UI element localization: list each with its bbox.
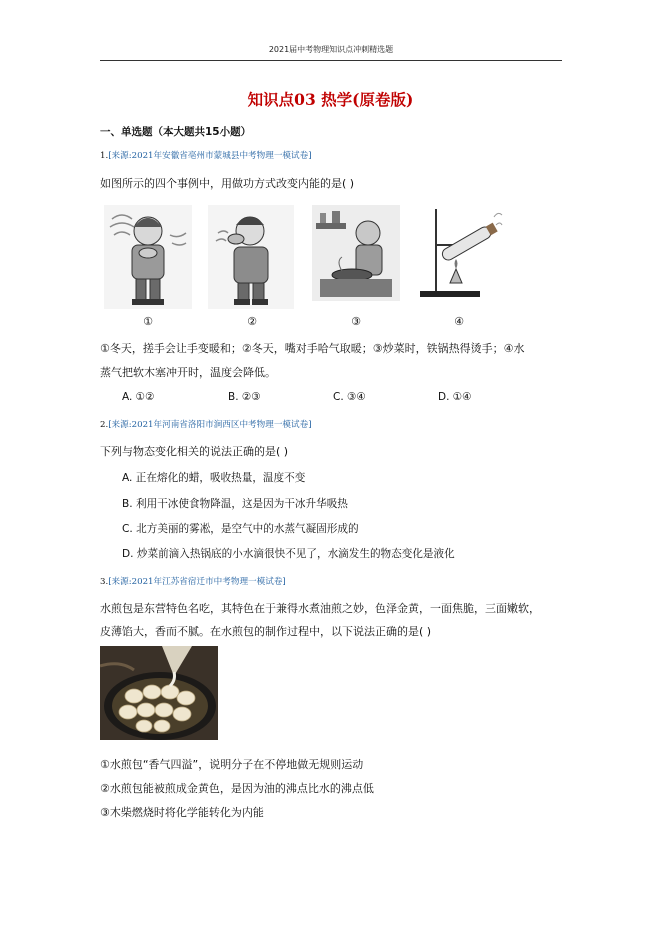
q2-option-d: D. 炒菜前滴入热锅底的小水滴很快不见了，水滴发生的物态变化是液化 — [122, 548, 455, 560]
q1-description-line-1: ①冬天，搓手会让手变暖和；②冬天，嘴对手哈气取暖；③炒菜时，铁锅热得烫手；④水 — [100, 342, 525, 355]
breathing-on-hands-illustration — [208, 205, 294, 309]
q3-number: 3. — [100, 577, 109, 587]
q2-stem: 下列与物态变化相关的说法正确的是( ) — [100, 445, 289, 458]
fried-buns-photo — [100, 646, 218, 740]
q3-stem-line-1: 水煎包是东营特色名吃，其特色在于兼得水煮油煎之妙，色泽金黄，一面焦脆，三面嫩软， — [100, 602, 540, 615]
header-rule — [100, 60, 562, 61]
q1-source-text: [来源:2021年安徽省亳州市蒙城县中考物理一模试卷] — [108, 151, 312, 161]
q2-option-b: B. 利用干冰使食物降温，这是因为干冰升华吸热 — [122, 498, 348, 510]
rubbing-hands-illustration — [104, 205, 192, 309]
q3-source — [100, 575, 286, 587]
section-heading: 一、单选题（本大题共15小题） — [100, 126, 252, 138]
q1-option-b: B. ②③ — [228, 391, 261, 403]
q1-stem: 如图所示的四个事例中，用做功方式改变内能的是( ) — [100, 177, 355, 190]
q3-statement-1: ①水煎包“香气四溢”，说明分子在不停地做无规则运动 — [100, 758, 364, 771]
cooking-wok-illustration — [312, 205, 400, 301]
q1-option-d: D. ①④ — [438, 391, 472, 403]
q2-option-c: C. 北方美丽的雾凇，是空气中的水蒸气凝固形成的 — [122, 523, 359, 535]
q2-number: 2. — [100, 420, 109, 430]
q3-statement-2: ②水煎包能被煎成金黄色，是因为油的沸点比水的沸点低 — [100, 782, 374, 795]
q3-source-text: [来源:2021年江苏省宿迁市中考物理一模试卷] — [108, 577, 286, 587]
q3-statement-3: ③木柴燃烧时将化学能转化为内能 — [100, 806, 264, 819]
picture-caption-1: ① — [143, 315, 153, 328]
picture-caption-2: ② — [247, 315, 257, 328]
q2-source-text: [来源:2021年河南省洛阳市涧西区中考物理一模试卷] — [108, 420, 312, 430]
page-title: 知识点03 热学(原卷版) — [247, 90, 414, 109]
q1-description-line-2: 蒸气把软木塞冲开时，温度会降低。 — [100, 366, 276, 379]
q1-option-a: A. ①② — [122, 391, 155, 403]
q2-source — [100, 418, 312, 430]
picture-caption-3: ③ — [351, 315, 361, 328]
q2-option-a: A. 正在熔化的蜡，吸收热量，温度不变 — [122, 472, 306, 484]
q1-source — [100, 149, 312, 161]
page-header: 2021届中考物理知识点冲刺精选题 — [268, 45, 394, 54]
q3-stem-line-2: 皮薄馅大，香而不腻。在水煎包的制作过程中，以下说法正确的是( ) — [100, 625, 432, 638]
q1-number: 1. — [100, 151, 109, 161]
steam-test-tube-illustration — [414, 205, 504, 303]
q1-option-c: C. ③④ — [333, 391, 366, 403]
picture-caption-4: ④ — [454, 315, 464, 328]
